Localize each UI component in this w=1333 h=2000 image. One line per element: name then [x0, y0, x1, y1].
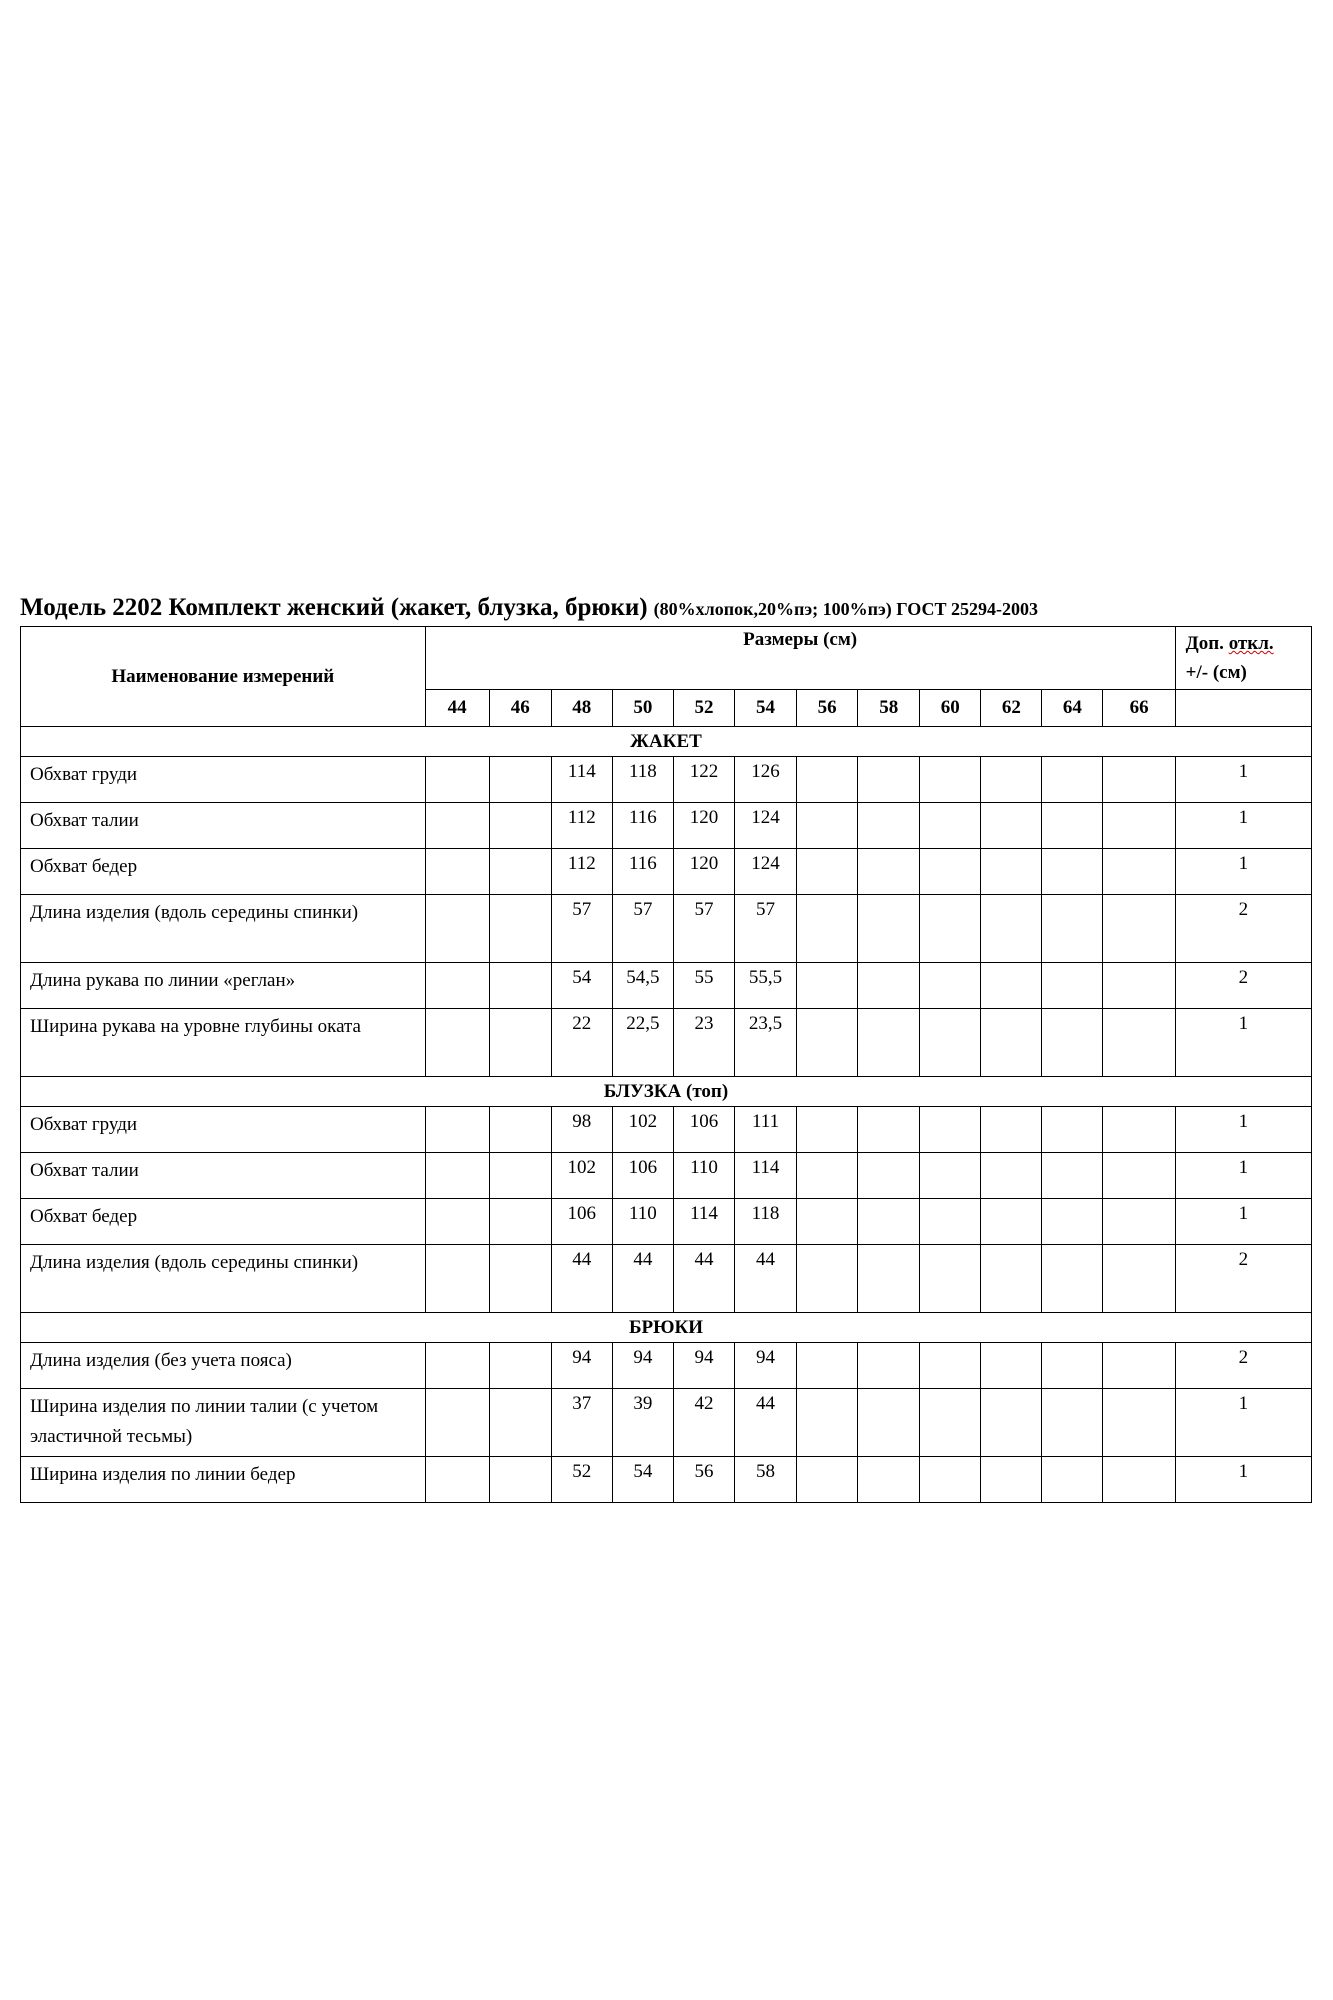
tolerance-label-c: +/- (см) [1185, 662, 1247, 683]
tolerance-value: 1 [1175, 1107, 1311, 1153]
tolerance-value: 1 [1175, 849, 1311, 895]
size-value-52: 94 [673, 1343, 734, 1389]
size-value-58 [858, 963, 920, 1009]
size-value-64 [1042, 1245, 1103, 1313]
size-value-60 [920, 1199, 981, 1245]
size-value-58 [858, 1457, 920, 1503]
size-value-44 [425, 1009, 489, 1077]
section-row [21, 1077, 1312, 1107]
size-value-46 [489, 895, 551, 963]
size-value-56 [797, 1107, 858, 1153]
tolerance-value: 2 [1175, 1343, 1311, 1389]
size-value-66 [1103, 1199, 1175, 1245]
size-value-64 [1042, 1107, 1103, 1153]
size-value-58 [858, 1343, 920, 1389]
size-value-54: 44 [735, 1389, 797, 1457]
size-value-46 [489, 1389, 551, 1457]
size-value-58 [858, 1389, 920, 1457]
size-header-60: 60 [920, 690, 981, 727]
size-value-60 [920, 1343, 981, 1389]
table-row [21, 963, 1312, 1009]
size-value-64 [1042, 1457, 1103, 1503]
size-header-54: 54 [735, 690, 797, 727]
measurement-name: Ширина изделия по линии талии (с учетом эластичной тесьмы) [21, 1389, 426, 1457]
size-value-64 [1042, 1199, 1103, 1245]
title-main: Модель 2202 Комплект женский (жакет, блузка, брюки) [20, 594, 648, 621]
size-value-54: 126 [735, 757, 797, 803]
size-value-44 [425, 1343, 489, 1389]
tolerance-value: 2 [1175, 1245, 1311, 1313]
size-header-64: 64 [1042, 690, 1103, 727]
size-value-44 [425, 963, 489, 1009]
size-value-44 [425, 895, 489, 963]
size-value-60 [920, 963, 981, 1009]
size-header-66: 66 [1103, 690, 1175, 727]
table-row [21, 757, 1312, 803]
size-header-44: 44 [425, 690, 489, 727]
size-value-48: 106 [551, 1199, 612, 1245]
size-value-62 [981, 1009, 1042, 1077]
size-value-62 [981, 1153, 1042, 1199]
size-value-52: 120 [673, 803, 734, 849]
size-value-62 [981, 1343, 1042, 1389]
size-value-60 [920, 849, 981, 895]
size-table-body [21, 727, 1312, 1503]
table-row [21, 1343, 1312, 1389]
size-value-66 [1103, 1343, 1175, 1389]
size-value-56 [797, 803, 858, 849]
size-value-46 [489, 803, 551, 849]
measurement-name: Ширина изделия по линии бедер [21, 1457, 426, 1503]
size-value-50: 118 [612, 757, 673, 803]
size-value-56 [797, 1343, 858, 1389]
document-title [20, 592, 1312, 624]
size-value-54: 111 [735, 1107, 797, 1153]
size-value-62 [981, 895, 1042, 963]
size-table [20, 626, 1312, 1503]
size-value-66 [1103, 849, 1175, 895]
size-value-64 [1042, 1153, 1103, 1199]
size-value-52: 122 [673, 757, 734, 803]
size-value-60 [920, 1153, 981, 1199]
size-value-50: 39 [612, 1389, 673, 1457]
tolerance-value: 1 [1175, 1009, 1311, 1077]
size-value-50: 116 [612, 803, 673, 849]
size-value-66 [1103, 1389, 1175, 1457]
size-value-54: 114 [735, 1153, 797, 1199]
size-value-58 [858, 1107, 920, 1153]
size-value-66 [1103, 1457, 1175, 1503]
tolerance-value: 1 [1175, 1153, 1311, 1199]
size-value-50: 22,5 [612, 1009, 673, 1077]
size-value-52: 110 [673, 1153, 734, 1199]
size-value-46 [489, 1343, 551, 1389]
size-value-60 [920, 1389, 981, 1457]
size-value-48: 114 [551, 757, 612, 803]
size-value-46 [489, 1009, 551, 1077]
size-value-58 [858, 1009, 920, 1077]
section-row [21, 1313, 1312, 1343]
size-value-52: 44 [673, 1245, 734, 1313]
size-value-46 [489, 1245, 551, 1313]
size-value-46 [489, 849, 551, 895]
size-value-66 [1103, 1153, 1175, 1199]
size-value-60 [920, 1009, 981, 1077]
section-row [21, 727, 1312, 757]
title-composition: (80%хлопок,20%пэ; 100%пэ) ГОСТ 25294-2003 [653, 599, 1038, 619]
size-value-44 [425, 1389, 489, 1457]
size-value-44 [425, 849, 489, 895]
size-value-64 [1042, 803, 1103, 849]
size-value-48: 112 [551, 803, 612, 849]
size-value-56 [797, 1009, 858, 1077]
size-value-64 [1042, 895, 1103, 963]
size-value-46 [489, 1153, 551, 1199]
size-value-48: 98 [551, 1107, 612, 1153]
size-value-44 [425, 757, 489, 803]
size-value-58 [858, 1245, 920, 1313]
size-header-46: 46 [489, 690, 551, 727]
size-value-48: 22 [551, 1009, 612, 1077]
size-value-56 [797, 757, 858, 803]
size-value-50: 54,5 [612, 963, 673, 1009]
size-value-58 [858, 1153, 920, 1199]
size-value-66 [1103, 963, 1175, 1009]
size-value-44 [425, 1457, 489, 1503]
tolerance-value: 1 [1175, 803, 1311, 849]
tolerance-value: 1 [1175, 1389, 1311, 1457]
measurement-name: Обхват груди [21, 1107, 426, 1153]
size-value-54: 55,5 [735, 963, 797, 1009]
size-value-66 [1103, 895, 1175, 963]
section-title: БРЮКИ [21, 1313, 1312, 1343]
size-value-62 [981, 803, 1042, 849]
size-value-52: 106 [673, 1107, 734, 1153]
size-value-66 [1103, 1107, 1175, 1153]
measurement-name: Ширина рукава на уровне глубины оката [21, 1009, 426, 1077]
tolerance-value: 2 [1175, 963, 1311, 1009]
tolerance-value: 1 [1175, 1457, 1311, 1503]
size-value-54: 118 [735, 1199, 797, 1245]
size-value-46 [489, 1107, 551, 1153]
size-value-66 [1103, 1009, 1175, 1077]
size-value-46 [489, 963, 551, 1009]
size-value-44 [425, 1199, 489, 1245]
measurement-name: Обхват бедер [21, 1199, 426, 1245]
size-value-52: 57 [673, 895, 734, 963]
size-header-tolerance-empty [1175, 690, 1311, 727]
size-value-52: 56 [673, 1457, 734, 1503]
header-tolerance [1175, 627, 1311, 690]
tolerance-label-a: Доп. [1185, 633, 1224, 654]
size-value-54: 124 [735, 849, 797, 895]
measurement-name: Обхват груди [21, 757, 426, 803]
size-value-60 [920, 895, 981, 963]
table-row [21, 1107, 1312, 1153]
size-value-62 [981, 1389, 1042, 1457]
size-header-62: 62 [981, 690, 1042, 727]
table-row [21, 849, 1312, 895]
table-row [21, 1245, 1312, 1313]
size-value-54: 44 [735, 1245, 797, 1313]
size-value-56 [797, 1457, 858, 1503]
size-value-62 [981, 1245, 1042, 1313]
tolerance-value: 1 [1175, 1199, 1311, 1245]
size-value-52: 23 [673, 1009, 734, 1077]
size-value-64 [1042, 1389, 1103, 1457]
size-value-52: 42 [673, 1389, 734, 1457]
size-value-56 [797, 849, 858, 895]
size-value-60 [920, 1457, 981, 1503]
measurement-name: Длина изделия (без учета пояса) [21, 1343, 426, 1389]
table-row [21, 1389, 1312, 1457]
size-value-64 [1042, 849, 1103, 895]
size-value-48: 112 [551, 849, 612, 895]
size-value-52: 114 [673, 1199, 734, 1245]
size-value-60 [920, 803, 981, 849]
tolerance-value: 2 [1175, 895, 1311, 963]
size-header-48: 48 [551, 690, 612, 727]
size-value-62 [981, 1199, 1042, 1245]
size-value-56 [797, 1245, 858, 1313]
size-value-56 [797, 895, 858, 963]
size-value-50: 102 [612, 1107, 673, 1153]
measurement-name: Обхват бедер [21, 849, 426, 895]
size-value-46 [489, 1199, 551, 1245]
size-value-44 [425, 1153, 489, 1199]
size-value-48: 57 [551, 895, 612, 963]
size-header-58: 58 [858, 690, 920, 727]
size-value-62 [981, 849, 1042, 895]
tolerance-value: 1 [1175, 757, 1311, 803]
size-value-60 [920, 1245, 981, 1313]
table-row [21, 1199, 1312, 1245]
size-value-56 [797, 1199, 858, 1245]
size-value-62 [981, 963, 1042, 1009]
size-value-58 [858, 895, 920, 963]
size-value-58 [858, 803, 920, 849]
size-value-66 [1103, 757, 1175, 803]
size-value-50: 94 [612, 1343, 673, 1389]
size-value-64 [1042, 1009, 1103, 1077]
size-value-54: 58 [735, 1457, 797, 1503]
header-measurement-name: Наименование измерений [21, 627, 426, 727]
table-row [21, 895, 1312, 963]
measurement-name: Длина рукава по линии «реглан» [21, 963, 426, 1009]
size-value-50: 116 [612, 849, 673, 895]
size-value-62 [981, 757, 1042, 803]
size-value-62 [981, 1457, 1042, 1503]
size-value-48: 54 [551, 963, 612, 1009]
measurement-name: Длина изделия (вдоль середины спинки) [21, 895, 426, 963]
size-value-44 [425, 1245, 489, 1313]
size-chart-document [20, 592, 1312, 1503]
size-header-56: 56 [797, 690, 858, 727]
measurement-name: Длина изделия (вдоль середины спинки) [21, 1245, 426, 1313]
section-title: БЛУЗКА (топ) [21, 1077, 1312, 1107]
size-value-48: 94 [551, 1343, 612, 1389]
size-value-50: 57 [612, 895, 673, 963]
size-header-52: 52 [673, 690, 734, 727]
size-value-58 [858, 1199, 920, 1245]
size-value-54: 124 [735, 803, 797, 849]
size-value-58 [858, 849, 920, 895]
size-value-52: 120 [673, 849, 734, 895]
size-value-48: 102 [551, 1153, 612, 1199]
size-value-54: 94 [735, 1343, 797, 1389]
header-sizes: Размеры (см) [425, 627, 1175, 690]
size-value-54: 23,5 [735, 1009, 797, 1077]
size-value-62 [981, 1107, 1042, 1153]
table-row [21, 1457, 1312, 1503]
size-value-60 [920, 1107, 981, 1153]
size-value-56 [797, 963, 858, 1009]
size-value-66 [1103, 1245, 1175, 1313]
size-value-44 [425, 1107, 489, 1153]
size-value-48: 37 [551, 1389, 612, 1457]
size-value-46 [489, 1457, 551, 1503]
table-row [21, 803, 1312, 849]
size-value-58 [858, 757, 920, 803]
measurement-name: Обхват талии [21, 1153, 426, 1199]
size-value-60 [920, 757, 981, 803]
measurement-name: Обхват талии [21, 803, 426, 849]
size-value-64 [1042, 1343, 1103, 1389]
size-value-54: 57 [735, 895, 797, 963]
table-row [21, 1009, 1312, 1077]
size-header-50: 50 [612, 690, 673, 727]
size-value-64 [1042, 757, 1103, 803]
size-value-50: 110 [612, 1199, 673, 1245]
size-value-50: 54 [612, 1457, 673, 1503]
size-value-50: 44 [612, 1245, 673, 1313]
size-value-52: 55 [673, 963, 734, 1009]
size-value-44 [425, 803, 489, 849]
size-value-56 [797, 1153, 858, 1199]
size-value-64 [1042, 963, 1103, 1009]
section-title: ЖАКЕТ [21, 727, 1312, 757]
size-value-48: 52 [551, 1457, 612, 1503]
size-value-46 [489, 757, 551, 803]
size-value-56 [797, 1389, 858, 1457]
size-value-66 [1103, 803, 1175, 849]
tolerance-label-b: откл. [1228, 633, 1274, 654]
table-row [21, 1153, 1312, 1199]
size-value-48: 44 [551, 1245, 612, 1313]
size-value-50: 106 [612, 1153, 673, 1199]
